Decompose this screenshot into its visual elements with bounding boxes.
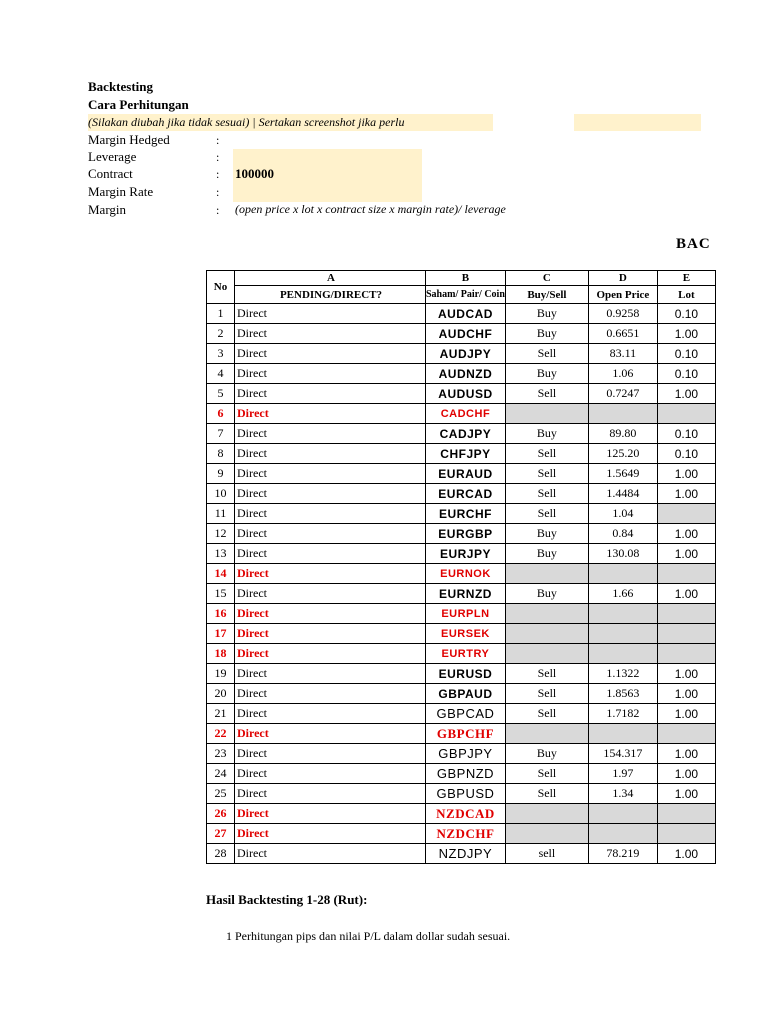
row-pair: EURNZD [426, 584, 506, 604]
row-number: 1 [207, 304, 235, 324]
row-mode: Direct [235, 464, 426, 484]
row-number: 25 [207, 784, 235, 804]
row-mode: Direct [235, 764, 426, 784]
field-colon: : [216, 185, 220, 199]
row-pair: GBPJPY [426, 744, 506, 764]
row-open-price: 1.06 [588, 364, 657, 384]
row-lot: 0.10 [657, 304, 715, 324]
row-open-price: 1.5649 [588, 464, 657, 484]
row-number: 8 [207, 444, 235, 464]
field-label-leverage: Leverage [88, 149, 137, 164]
field-label-contract: Contract [88, 166, 133, 181]
document-title: Backtesting [88, 79, 153, 94]
row-side: Buy [505, 324, 588, 344]
row-mode: Direct [235, 804, 426, 824]
table-row [207, 664, 716, 684]
row-mode: Direct [235, 584, 426, 604]
row-side: Sell [505, 684, 588, 704]
row-pair: EURUSD [426, 664, 506, 684]
field-colon: : [216, 150, 220, 164]
row-open-price [588, 404, 657, 424]
table-row [207, 724, 716, 744]
row-open-price [588, 624, 657, 644]
row-number: 11 [207, 504, 235, 524]
field-colon: : [216, 167, 220, 181]
row-lot: 1.00 [657, 844, 715, 864]
row-pair: AUDCHF [426, 324, 506, 344]
row-side: Buy [505, 744, 588, 764]
row-open-price [588, 644, 657, 664]
row-mode: Direct [235, 704, 426, 724]
row-side: Buy [505, 424, 588, 444]
row-open-price: 0.9258 [588, 304, 657, 324]
header-no: No [207, 271, 235, 304]
table-row [207, 804, 716, 824]
instruction-note: (Silakan diubah jika tidak sesuai) | Sertakan screenshot jika perlu [88, 115, 405, 129]
row-number: 7 [207, 424, 235, 444]
row-mode: Direct [235, 524, 426, 544]
row-lot [657, 404, 715, 424]
row-pair: NZDCHF [426, 824, 506, 844]
row-pair: EURCAD [426, 484, 506, 504]
field-label-margin-rate: Margin Rate [88, 184, 154, 199]
row-open-price: 83.11 [588, 344, 657, 364]
row-lot: 1.00 [657, 464, 715, 484]
table-row [207, 424, 716, 444]
margin-formula: (open price x lot x contract size x margin rate)/ leverage [235, 202, 506, 216]
row-lot [657, 624, 715, 644]
row-side: sell [505, 844, 588, 864]
row-pair: AUDUSD [426, 384, 506, 404]
table-row [207, 544, 716, 564]
row-number: 12 [207, 524, 235, 544]
row-pair: GBPCHF [426, 724, 506, 744]
row-mode: Direct [235, 324, 426, 344]
row-number: 13 [207, 544, 235, 564]
backtest-table [206, 270, 716, 864]
row-number: 9 [207, 464, 235, 484]
row-pair: EURCHF [426, 504, 506, 524]
row-mode: Direct [235, 604, 426, 624]
row-pair: EURJPY [426, 544, 506, 564]
note-highlight-right [574, 114, 701, 131]
row-number: 15 [207, 584, 235, 604]
table-row [207, 824, 716, 844]
row-number: 10 [207, 484, 235, 504]
row-lot [657, 824, 715, 844]
row-open-price: 1.66 [588, 584, 657, 604]
row-number: 14 [207, 564, 235, 584]
row-side: Buy [505, 364, 588, 384]
row-number: 16 [207, 604, 235, 624]
row-side: Sell [505, 384, 588, 404]
row-mode: Direct [235, 504, 426, 524]
table-row [207, 324, 716, 344]
header-a-letter: A [235, 271, 426, 286]
row-mode: Direct [235, 744, 426, 764]
row-lot [657, 504, 715, 524]
row-number: 17 [207, 624, 235, 644]
row-open-price: 1.1322 [588, 664, 657, 684]
row-side: Buy [505, 584, 588, 604]
table-row [207, 564, 716, 584]
header-pair: Saham/ Pair/ Coin [426, 286, 506, 304]
row-number: 20 [207, 684, 235, 704]
row-lot [657, 644, 715, 664]
row-open-price: 1.34 [588, 784, 657, 804]
row-open-price [588, 564, 657, 584]
row-mode: Direct [235, 684, 426, 704]
row-lot: 1.00 [657, 664, 715, 684]
row-number: 22 [207, 724, 235, 744]
row-open-price: 1.04 [588, 504, 657, 524]
result-title: Hasil Backtesting 1-28 (Rut): [206, 892, 368, 907]
row-lot: 0.10 [657, 424, 715, 444]
row-mode: Direct [235, 544, 426, 564]
row-side: Sell [505, 764, 588, 784]
row-pair: AUDJPY [426, 344, 506, 364]
row-number: 4 [207, 364, 235, 384]
section-banner: BAC [676, 236, 711, 252]
row-mode: Direct [235, 624, 426, 644]
row-open-price: 125.20 [588, 444, 657, 464]
row-open-price [588, 804, 657, 824]
row-side: Sell [505, 704, 588, 724]
row-mode: Direct [235, 384, 426, 404]
row-mode: Direct [235, 344, 426, 364]
row-open-price: 130.08 [588, 544, 657, 564]
row-lot: 0.10 [657, 444, 715, 464]
table-row [207, 604, 716, 624]
table-row [207, 464, 716, 484]
row-number: 28 [207, 844, 235, 864]
row-side [505, 724, 588, 744]
row-mode: Direct [235, 404, 426, 424]
row-pair: EURPLN [426, 604, 506, 624]
table-row [207, 364, 716, 384]
row-side: Buy [505, 544, 588, 564]
row-mode: Direct [235, 444, 426, 464]
row-lot: 1.00 [657, 524, 715, 544]
row-number: 24 [207, 764, 235, 784]
row-number: 18 [207, 644, 235, 664]
row-open-price: 1.7182 [588, 704, 657, 724]
document-subtitle: Cara Perhitungan [88, 97, 189, 112]
row-number: 21 [207, 704, 235, 724]
row-pair: NZDCAD [426, 804, 506, 824]
row-lot [657, 604, 715, 624]
table-row [207, 484, 716, 504]
header-c-letter: C [505, 271, 588, 286]
row-lot [657, 804, 715, 824]
row-pair: GBPCAD [426, 704, 506, 724]
row-lot: 1.00 [657, 544, 715, 564]
row-mode: Direct [235, 304, 426, 324]
row-pair: EURSEK [426, 624, 506, 644]
row-lot: 1.00 [657, 384, 715, 404]
row-mode: Direct [235, 664, 426, 684]
row-open-price: 154.317 [588, 744, 657, 764]
table-row [207, 704, 716, 724]
row-open-price: 0.6651 [588, 324, 657, 344]
header-d-letter: D [588, 271, 657, 286]
header-pending-direct: PENDING/DIRECT? [235, 286, 426, 304]
table-row [207, 384, 716, 404]
row-mode: Direct [235, 784, 426, 804]
row-side [505, 824, 588, 844]
row-open-price: 0.7247 [588, 384, 657, 404]
row-lot: 1.00 [657, 584, 715, 604]
row-number: 26 [207, 804, 235, 824]
contract-value: 100000 [235, 166, 274, 181]
row-side: Sell [505, 444, 588, 464]
row-open-price: 1.97 [588, 764, 657, 784]
row-side: Sell [505, 784, 588, 804]
header-buy-sell: Buy/Sell [505, 286, 588, 304]
field-label-margin: Margin [88, 202, 127, 217]
table-header-names [207, 286, 716, 304]
row-side [505, 804, 588, 824]
row-mode: Direct [235, 824, 426, 844]
row-pair: EURTRY [426, 644, 506, 664]
row-side: Buy [505, 524, 588, 544]
table-row [207, 584, 716, 604]
row-side: Sell [505, 504, 588, 524]
row-pair: AUDNZD [426, 364, 506, 384]
row-open-price [588, 604, 657, 624]
row-mode: Direct [235, 484, 426, 504]
table-row [207, 444, 716, 464]
row-side [505, 404, 588, 424]
row-open-price: 1.4484 [588, 484, 657, 504]
header-b-letter: B [426, 271, 506, 286]
field-colon: : [216, 203, 220, 217]
row-pair: NZDJPY [426, 844, 506, 864]
row-side: Sell [505, 344, 588, 364]
row-side [505, 604, 588, 624]
header-lot: Lot [657, 286, 715, 304]
row-pair: GBPUSD [426, 784, 506, 804]
table-row [207, 344, 716, 364]
row-lot: 0.10 [657, 344, 715, 364]
table-row [207, 624, 716, 644]
row-lot: 1.00 [657, 484, 715, 504]
row-mode: Direct [235, 644, 426, 664]
table-header-letters [207, 271, 716, 286]
row-lot: 1.00 [657, 684, 715, 704]
row-lot: 1.00 [657, 744, 715, 764]
table-row [207, 524, 716, 544]
row-lot: 1.00 [657, 704, 715, 724]
row-number: 3 [207, 344, 235, 364]
row-open-price [588, 824, 657, 844]
row-side: Buy [505, 304, 588, 324]
row-lot [657, 724, 715, 744]
row-side [505, 624, 588, 644]
row-open-price: 78.219 [588, 844, 657, 864]
row-mode: Direct [235, 724, 426, 744]
row-pair: EURGBP [426, 524, 506, 544]
row-lot: 1.00 [657, 764, 715, 784]
row-side [505, 644, 588, 664]
row-pair: CHFJPY [426, 444, 506, 464]
row-pair: GBPNZD [426, 764, 506, 784]
row-side: Sell [505, 464, 588, 484]
row-pair: EURNOK [426, 564, 506, 584]
row-lot: 0.10 [657, 364, 715, 384]
row-number: 2 [207, 324, 235, 344]
row-pair: CADJPY [426, 424, 506, 444]
header-open-price: Open Price [588, 286, 657, 304]
table-row [207, 784, 716, 804]
table-row [207, 304, 716, 324]
field-colon: : [216, 133, 220, 147]
row-mode: Direct [235, 364, 426, 384]
row-mode: Direct [235, 844, 426, 864]
row-side: Sell [505, 664, 588, 684]
row-mode: Direct [235, 424, 426, 444]
table-row [207, 644, 716, 664]
row-number: 27 [207, 824, 235, 844]
row-lot [657, 564, 715, 584]
row-open-price [588, 724, 657, 744]
result-line: 1 Perhitungan pips dan nilai P/L dalam dollar sudah sesuai. [226, 929, 511, 943]
row-pair: AUDCAD [426, 304, 506, 324]
row-open-price: 89.80 [588, 424, 657, 444]
row-side: Sell [505, 484, 588, 504]
table-row [207, 844, 716, 864]
table-row [207, 744, 716, 764]
table-row [207, 764, 716, 784]
table-row [207, 684, 716, 704]
header-e-letter: E [657, 271, 715, 286]
row-open-price: 1.8563 [588, 684, 657, 704]
row-side [505, 564, 588, 584]
row-number: 23 [207, 744, 235, 764]
row-lot: 1.00 [657, 324, 715, 344]
row-pair: GBPAUD [426, 684, 506, 704]
row-mode: Direct [235, 564, 426, 584]
table-row [207, 504, 716, 524]
row-number: 5 [207, 384, 235, 404]
row-pair: CADCHF [426, 404, 506, 424]
table-row [207, 404, 716, 424]
row-number: 19 [207, 664, 235, 684]
row-number: 6 [207, 404, 235, 424]
row-lot: 1.00 [657, 784, 715, 804]
field-label-margin-hedged: Margin Hedged [88, 132, 170, 147]
row-pair: EURAUD [426, 464, 506, 484]
row-open-price: 0.84 [588, 524, 657, 544]
